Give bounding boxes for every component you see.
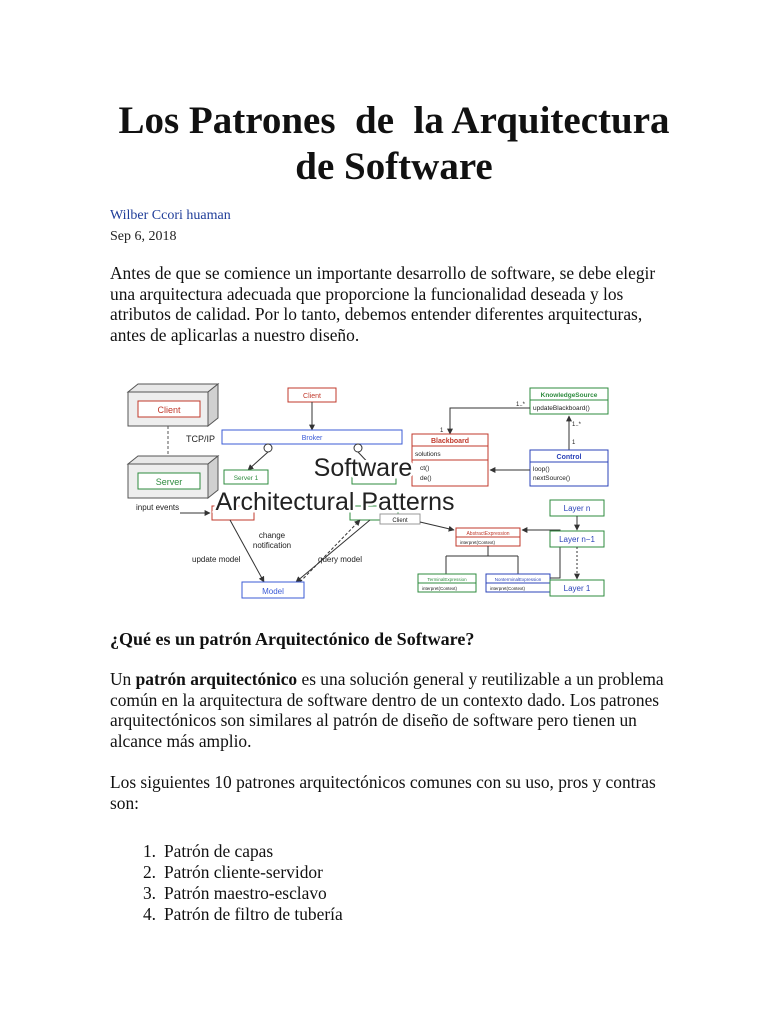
one-label-a: 1 [440,428,444,434]
server-label: Server [155,477,183,487]
terminal-expression-label: TerminalExpression [427,577,467,582]
query-model-label: query model [318,555,363,564]
overlay-line-1: Software [313,454,413,482]
one-label-b: 1 [572,440,576,446]
control-label: Control [556,454,582,461]
interpret-context-label: interpret(Context) [460,540,496,545]
list-item-number: 3. [142,883,156,903]
definition-bold-term: patrón arquitectónico [135,669,298,689]
layer-n-minus-1-label: Layer n−1 [559,535,595,544]
definition-rest: es una solución general y reutilizable a un problema común en la arquitectura de software dentro de un contexto dado. Los patrones arquitectónicos son similares al patrón de diseño de software pero tienen un alcance más amplio. [110,669,669,751]
knowledge-source-label: KnowledgeSource [540,392,598,399]
terminal-interpret-label: interpret(Context) [422,586,458,591]
nonterminal-interpret-label: interpret(Context) [490,586,526,591]
interpreter-client-label: Client [392,518,408,524]
blackboard-label: Blackboard [430,438,470,445]
list-item-text: Patrón cliente-servidor [164,862,323,882]
next-source-label: nextSource() [533,475,571,482]
patterns-list [110,841,343,925]
change-notification-1: change [258,531,286,540]
layer-n-label: Layer n [563,504,591,513]
definition-prefix: Un [110,669,136,689]
mult-label-1: 1..* [516,402,526,408]
list-intro-paragraph: Los siguientes 10 patrones arquitectónicos comunes con su uso, pros y contras son: [110,772,656,813]
bb-method-1: ct() [420,465,430,472]
list-item [110,883,343,904]
model-label: Model [262,587,284,596]
update-blackboard-label: updateBlackboard() [533,405,590,412]
layer-1-label: Layer 1 [563,584,591,593]
nonterminal-expression-label: NonterminalExpression [494,577,542,582]
client-label: Client [157,405,181,415]
list-item [110,841,343,862]
list-item [110,862,343,883]
broker-client-label: Client [303,393,321,400]
list-item-number: 2. [142,862,156,882]
loop-label: loop() [533,466,550,473]
author-name[interactable]: Wilber Ccori huaman [110,208,231,223]
list-item-text: Patrón maestro-esclavo [164,883,327,903]
list-item-text: Patrón de capas [164,841,274,861]
overlay-line-2: Architectural Patterns [215,488,455,516]
list-item-text: Patrón de filtro de tubería [164,904,343,924]
publish-date: Sep 6, 2018 [110,229,177,244]
tcpip-label: TCP/IP [186,434,216,444]
broker-label: Broker [301,435,323,442]
list-item-number: 1. [142,841,156,861]
solutions-label: solutions [415,451,441,458]
title-line-1: Los Patrones de la Arquitectura [118,99,670,142]
input-events-label: input events [136,503,180,512]
server1-label: Server 1 [233,475,259,482]
mult-label-2: 1..* [572,422,582,428]
definition-paragraph [110,669,670,751]
list-item [110,904,343,925]
architecture-patterns-figure [120,378,620,608]
title-line-2: de Software [295,145,493,188]
abstract-expression-label: AbstractExpression [466,531,510,537]
update-model-label: update model [192,555,241,564]
intro-paragraph: Antes de que se comience un importante desarrollo de software, se debe elegir una arquitectura adecuada que proporcione la funcionalidad deseada y los atributos de calidad. Por lo tanto, debemos entender diferentes arquitecturas, antes de aplicarlas a nuestro diseño. [110,263,656,345]
list-item-number: 4. [142,904,156,924]
bb-method-2: de() [420,475,432,482]
document-title [60,98,728,190]
section-heading: ¿Qué es un patrón Arquitectónico de Software? [110,629,475,649]
change-notification-2: notification [252,541,292,550]
